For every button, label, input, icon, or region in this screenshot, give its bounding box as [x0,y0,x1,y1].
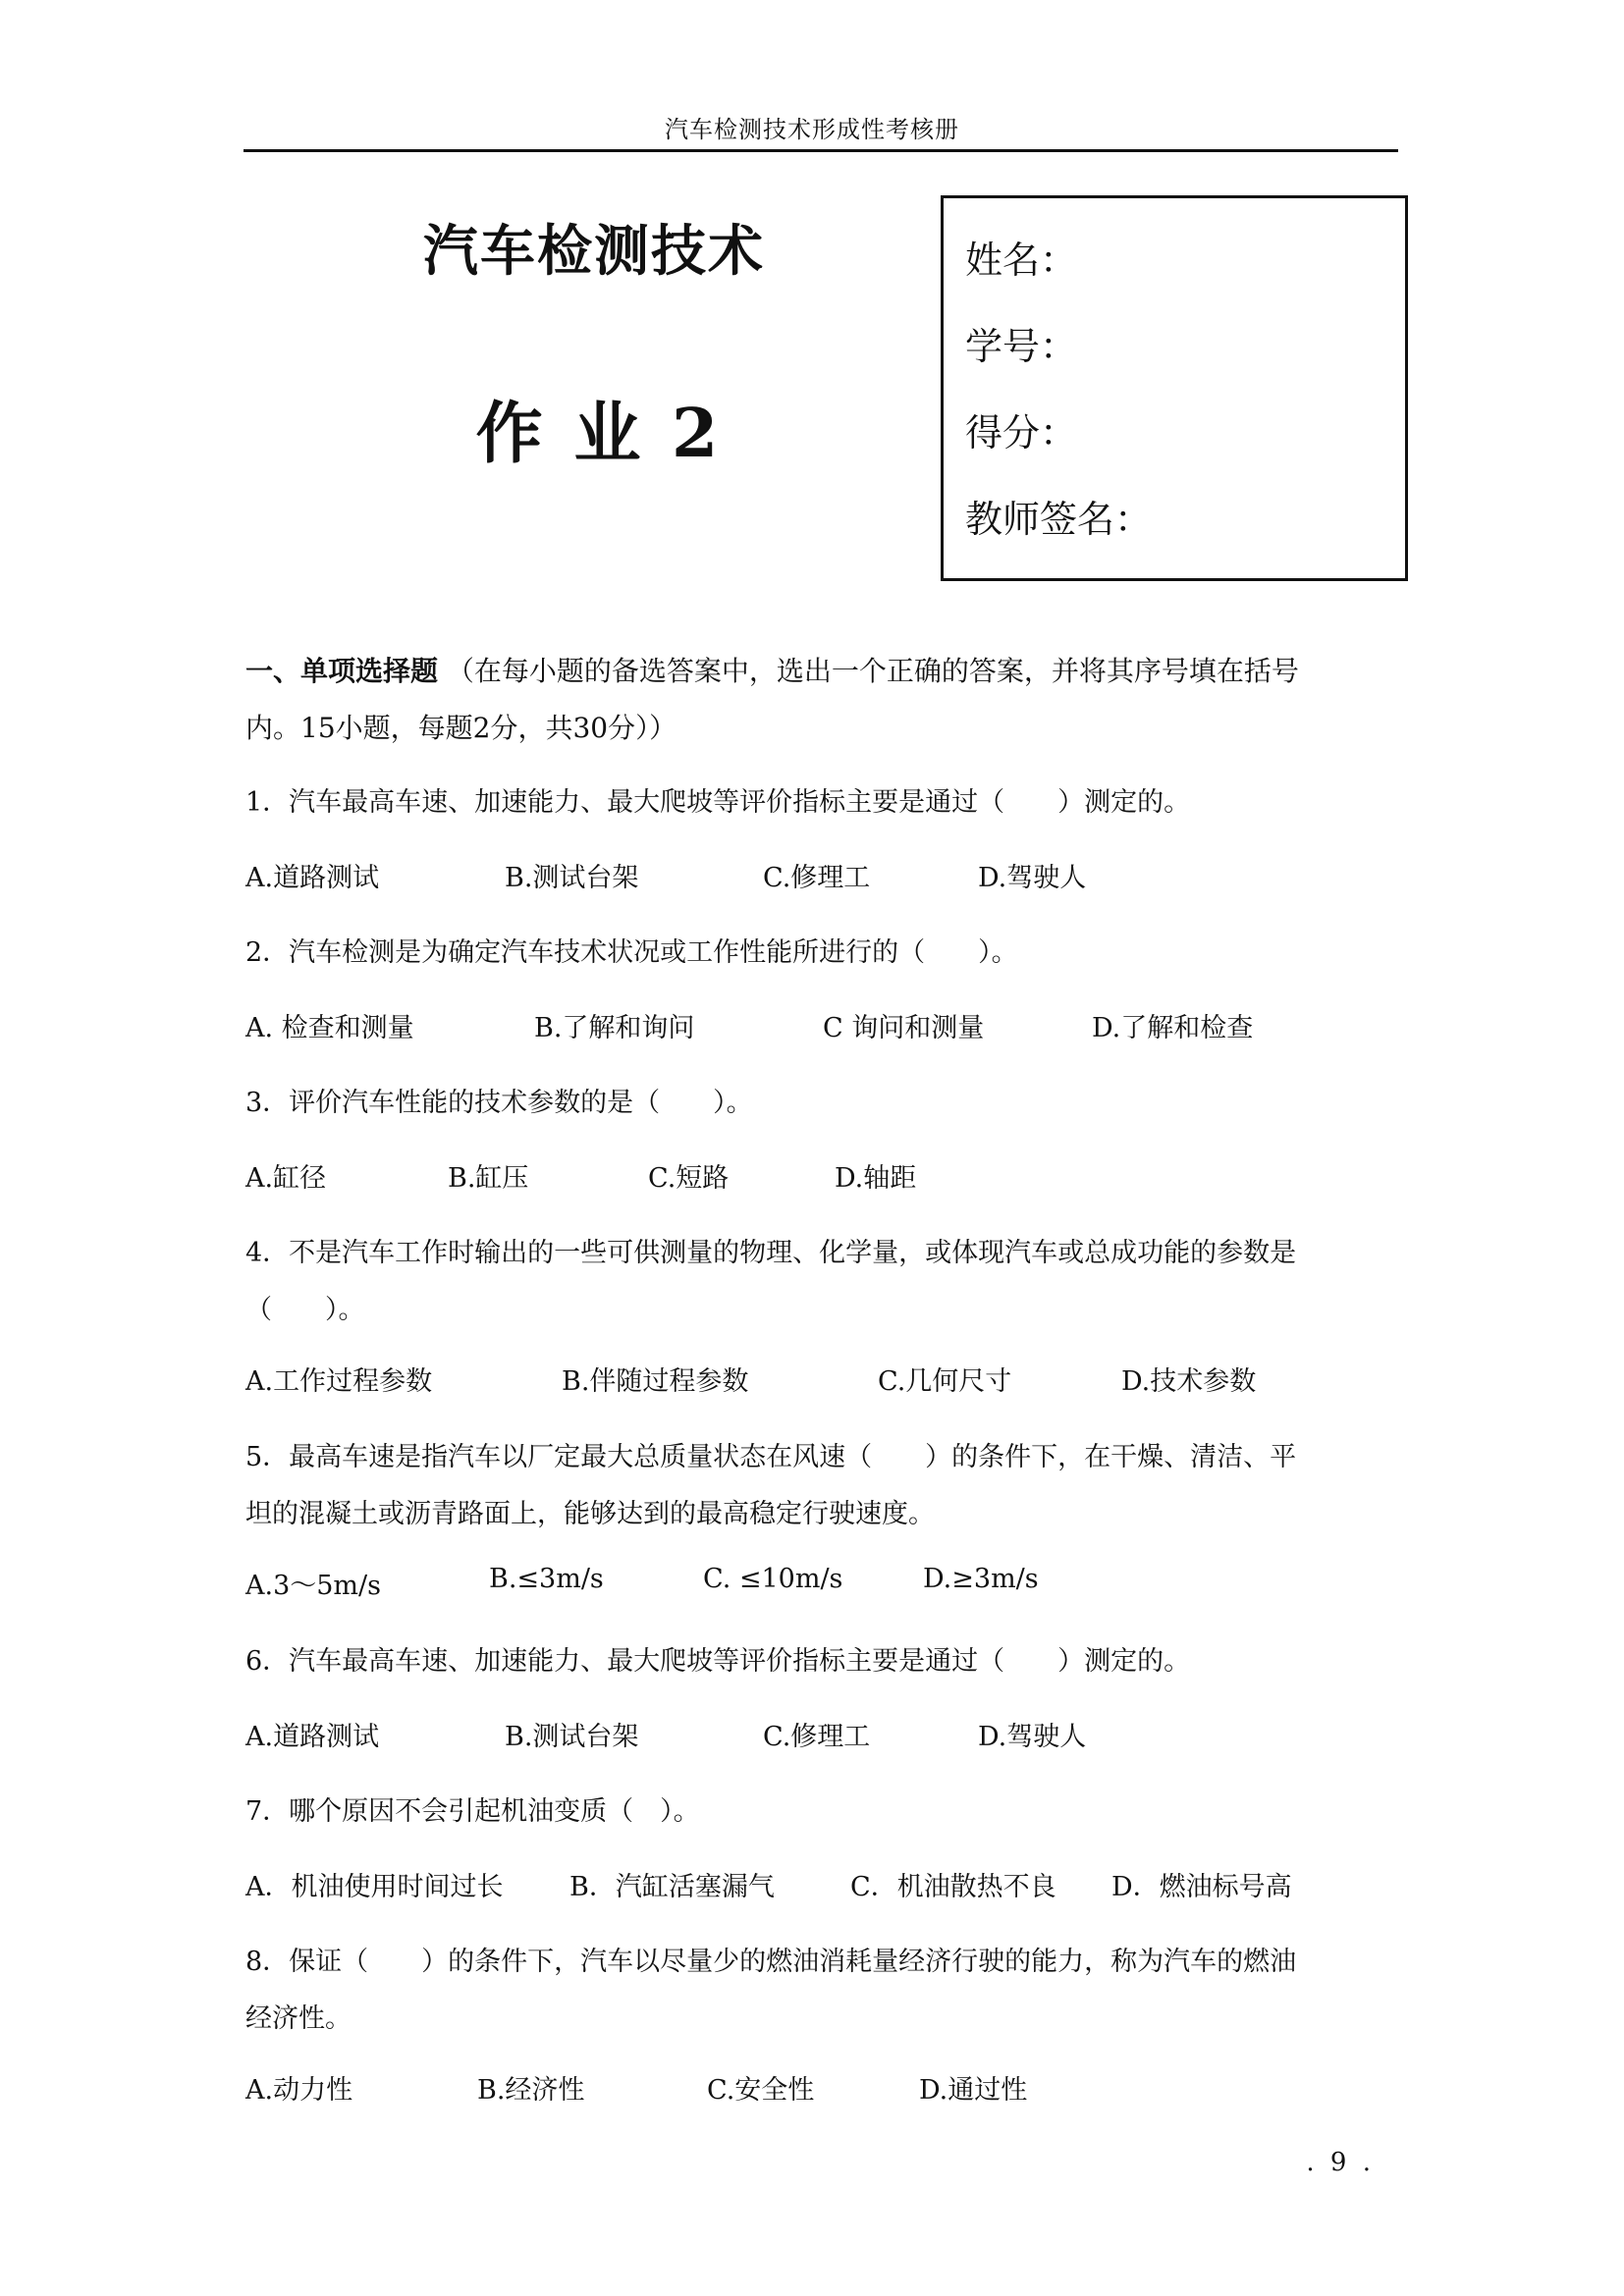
option-b: B.伴随过程参数 [562,1366,749,1397]
option-c: C.短路 [648,1163,730,1194]
question-1-text: 1．汽车最高车速、加速能力、最大爬坡等评价指标主要是通过（ ）测定的。 [245,787,1191,818]
option-b: B.测试台架 [505,863,639,893]
question-5-text-cont: 坦的混凝土或沥青路面上，能够达到的最高稳定行驶速度。 [245,1499,935,1529]
option-b: B．汽缸活塞漏气 [569,1872,775,1902]
option-a: A.道路测试 [245,863,380,893]
option-c: C.安全性 [707,2075,815,2106]
option-a: A. 检查和测量 [245,1013,414,1043]
section-instruction-1: （在每小题的备选答案中，选出一个正确的答案，并将其序号填在括号 [446,655,1299,687]
option-a: A.3～5m/s [245,1571,381,1601]
option-b: B.经济性 [477,2075,585,2106]
option-d: D.轴距 [835,1163,917,1194]
page-number: . 9 . [1306,2148,1375,2177]
option-a: A.动力性 [245,2075,353,2106]
running-header: 汽车检测技术形成性考核册 [665,116,959,143]
option-c: C. ≤10m/s [703,1564,843,1594]
question-6-text: 6．汽车最高车速、加速能力、最大爬坡等评价指标主要是通过（ ）测定的。 [245,1646,1191,1677]
section-label: 一、单项选择题 [245,655,439,687]
question-3-text: 3．评价汽车性能的技术参数的是（ ）。 [245,1088,753,1118]
name-label: 姓名： [965,239,1078,282]
option-c: C.修理工 [763,1722,871,1752]
option-d: D．燃油标号高 [1111,1872,1292,1902]
question-8-text: 8．保证（ ）的条件下，汽车以尽量少的燃油消耗量经济行驶的能力，称为汽车的燃油 [245,1947,1297,1977]
student-id-label: 学号： [965,325,1078,368]
option-d: D.驾驶人 [978,863,1087,893]
section-instruction-2: 内。15小题，每题2分，共30分）） [245,712,677,744]
question-4-text: 4．不是汽车工作时输出的一些可供测量的物理、化学量，或体现汽车或总成功能的参数是 [245,1238,1297,1268]
option-d: D.≥3m/s [923,1564,1039,1594]
question-4-options [245,1360,1394,1395]
option-a: A.工作过程参数 [245,1366,433,1397]
option-b: B.缸压 [448,1163,529,1194]
option-c: C.几何尺寸 [878,1366,1012,1397]
question-1-options [245,856,1394,891]
option-c: C 询问和测量 [823,1013,985,1043]
score-label: 得分： [965,411,1078,454]
course-title: 汽车检测技术 [423,219,765,284]
option-c: C.修理工 [763,863,871,893]
question-6-options [245,1715,1394,1750]
question-7-options [245,1865,1394,1900]
option-d: D.驾驶人 [978,1722,1087,1752]
section-heading [245,643,1394,757]
question-8-options [245,2068,1394,2104]
assignment-title: 作 业 2 [475,395,723,473]
option-a: A．机油使用时间过长 [245,1872,504,1902]
question-5-text: 5．最高车速是指汽车以厂定最大总质量状态在风速（ ）的条件下，在干燥、清洁、平 [245,1442,1297,1472]
option-a: A.道路测试 [245,1722,380,1752]
header-rule [244,149,1398,152]
question-2-text: 2．汽车检测是为确定汽车技术状况或工作性能所进行的（ ）。 [245,937,1018,968]
option-b: B.≤3m/s [489,1564,604,1594]
question-4-text-cont: （ ）。 [245,1295,365,1325]
option-b: B.了解和询问 [534,1013,695,1043]
question-5-options [245,1564,1394,1599]
question-7-text: 7．哪个原因不会引起机油变质（ ）。 [245,1796,700,1827]
option-c: C．机油散热不良 [850,1872,1056,1902]
question-3-options [245,1156,1394,1192]
question-2-options [245,1006,1394,1041]
option-d: D.了解和检查 [1092,1013,1254,1043]
option-a: A.缸径 [245,1163,327,1194]
option-d: D.通过性 [919,2075,1028,2106]
question-8-text-cont: 经济性。 [245,2003,352,2034]
teacher-signature-label: 教师签名： [965,498,1153,541]
option-d: D.技术参数 [1121,1366,1257,1397]
option-b: B.测试台架 [505,1722,639,1752]
student-info-box [941,195,1408,581]
